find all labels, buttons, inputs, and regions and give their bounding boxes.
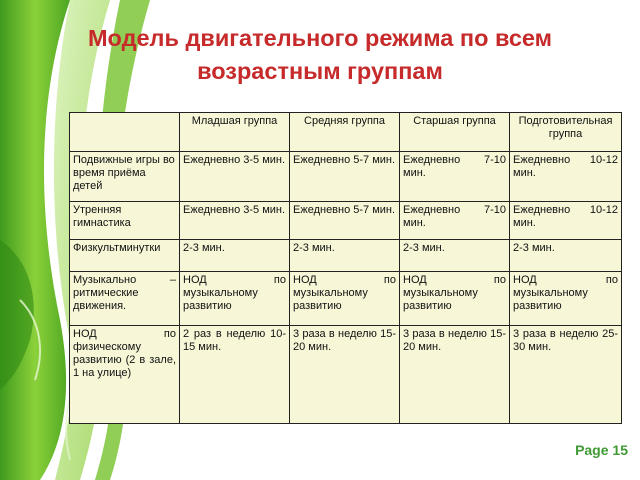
motor-regime-table [69,112,622,424]
table-row [70,326,622,424]
row-label: Музыкально – ритмические движения. [70,272,180,326]
table-cell: Ежедневно 7-10 мин. [400,152,510,202]
table-cell: Ежедневно 3-5 мин. [180,152,290,202]
table-cell: 2-3 мин. [400,240,510,272]
table-row [70,240,622,272]
table-cell: НОД по музыкальному развитию [180,272,290,326]
row-label: НОД по физическому развитию (2 в зале, 1 на улице) [70,326,180,424]
row-label: Утренняя гимнастика [70,202,180,240]
table-cell: Ежедневно 3-5 мин. [180,202,290,240]
header-cell-senior: Старшая группа [400,113,510,152]
table-cell: НОД по музыкальному развитию [510,272,622,326]
table-cell: 2 раз в неделю 10-15 мин. [180,326,290,424]
table-cell: 2-3 мин. [290,240,400,272]
header-cell-empty [70,113,180,152]
table-cell: 3 раза в неделю 25-30 мин. [510,326,622,424]
table-cell: 2-3 мин. [510,240,622,272]
table-cell: Ежедневно 10-12 мин. [510,152,622,202]
table-cell: Ежедневно 5-7 мин. [290,152,400,202]
table-cell: НОД по музыкальному развитию [400,272,510,326]
table-row [70,202,622,240]
table-cell: НОД по музыкальному развитию [290,272,400,326]
title-line-1: Модель двигательного режима по всем [87,25,553,51]
header-cell-junior: Младшая группа [180,113,290,152]
table-cell: Ежедневно 7-10 мин. [400,202,510,240]
table-cell: 2-3 мин. [180,240,290,272]
title-line-2: возрастным группам [197,58,443,84]
table-cell: Ежедневно 5-7 мин. [290,202,400,240]
table-cell: 3 раза в неделю 15-20 мин. [290,326,400,424]
table-row [70,152,622,202]
table-row [70,272,622,326]
table-header-row [70,113,622,152]
header-cell-middle: Средняя группа [290,113,400,152]
row-label: Физкультминутки [70,240,180,272]
header-cell-preparatory: Подготовительная группа [510,113,622,152]
table-cell: Ежедневно 10-12 мин. [510,202,622,240]
page-number: Page 15 [575,442,628,458]
row-label: Подвижные игры во время приёма детей [70,152,180,202]
table-cell: 3 раза в неделю 15-20 мин. [400,326,510,424]
slide-title [0,22,640,88]
